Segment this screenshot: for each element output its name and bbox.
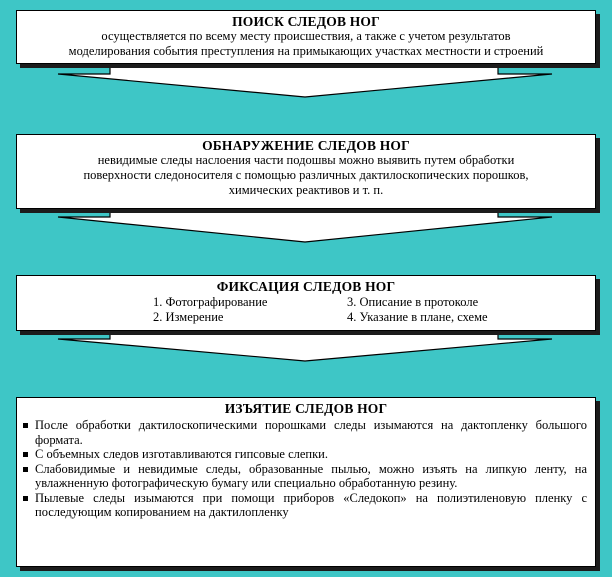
square-bullet-icon (23, 496, 28, 501)
search-desc-line1: осуществляется по всему месту происшествия, а также с учетом результатов (101, 29, 511, 43)
fixation-item-4: 4. Указание в плане, схеме (347, 310, 488, 324)
detection-desc-line3: химических реактивов и т. п. (228, 183, 384, 197)
fixation-item-2: 2. Измерение (153, 310, 224, 324)
arrow-down-2 (58, 208, 552, 242)
fixation-title: ФИКСАЦИЯ СЛЕДОВ НОГ (216, 279, 396, 294)
detection-title: ОБНАРУЖЕНИЕ СЛЕДОВ НОГ (202, 138, 410, 153)
search-desc-line2: моделирования события преступления на примыкающих участках местности и строений (68, 44, 544, 58)
list-item (17, 447, 595, 462)
detection-desc-line1: невидимые следы наслоения части подошвы можно выявить путем обработки (97, 153, 515, 167)
seizure-item-text: С объемных следов изготавливаются гипсовые слепки. (35, 447, 328, 461)
seizure-block (16, 397, 596, 567)
seizure-item-text: После обработки дактилоскопическими порошками следы изымаются на дактопленку большого формата. (35, 418, 587, 447)
square-bullet-icon (23, 467, 28, 472)
seizure-item-text: Пылевые следы изымаются при помощи приборов «Следокоп» на полиэтиленовую пленку с последующим копированием на дактилопленку (35, 490, 587, 519)
list-item (17, 491, 595, 520)
list-item (17, 462, 595, 491)
detection-block (16, 134, 596, 209)
square-bullet-icon (23, 423, 28, 428)
seizure-title: ИЗЪЯТИЕ СЛЕДОВ НОГ (224, 401, 388, 416)
arrow-down-1 (58, 64, 552, 97)
seizure-list (17, 418, 595, 520)
list-item (17, 418, 595, 447)
square-bullet-icon (23, 452, 28, 457)
seizure-item-text: Слабовидимые и невидимые следы, образованные пылью, можно изъять на липкую ленту, на увлажненную фотографическую бумагу или специально обработанную резину. (35, 461, 587, 490)
search-title: ПОИСК СЛЕДОВ НОГ (232, 14, 380, 29)
fixation-item-3: 3. Описание в протоколе (347, 295, 479, 309)
fixation-item-1: 1. Фотографирование (153, 295, 268, 309)
detection-desc-line2: поверхности следоносителя с помощью различных дактилоскопических порошков, (83, 168, 529, 182)
fixation-block (16, 275, 596, 331)
arrow-down-3 (58, 330, 552, 361)
search-block (16, 10, 596, 64)
